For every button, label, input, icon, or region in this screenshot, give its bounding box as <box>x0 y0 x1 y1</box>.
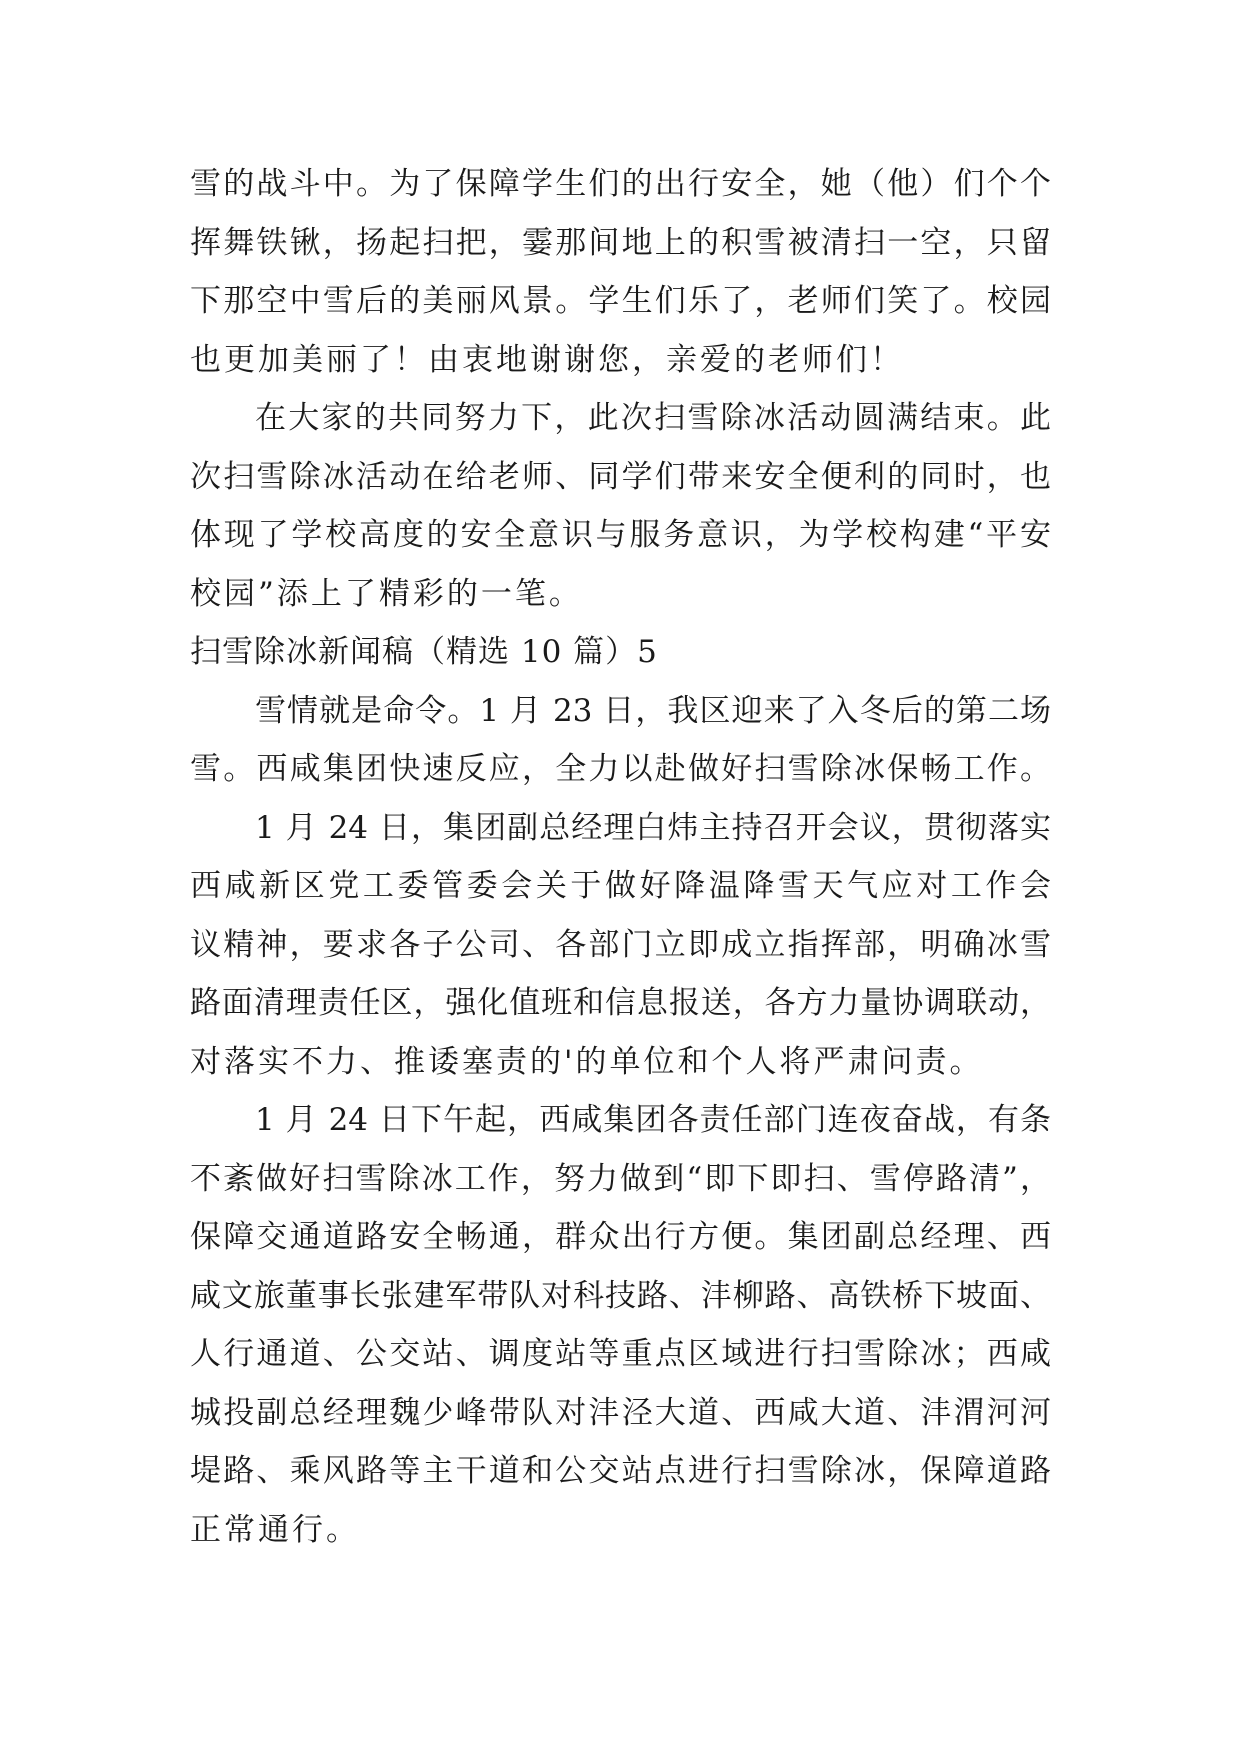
text-line: 挥舞铁锹，扬起扫把，霎那间地上的积雪被清扫一空，只留 <box>190 224 1051 261</box>
text-line: 议精神，要求各子公司、各部门立即成立指挥部，明确冰雪 <box>190 926 1051 963</box>
text-line: 1 月 24 日下午起，西咸集团各责任部门连夜奋战，有条 <box>255 1102 1051 1138</box>
document-body <box>190 155 1051 1559</box>
text-line: 雪情就是命令。1 月 23 日，我区迎来了入冬后的第二场 <box>255 692 1051 729</box>
text-line: 也更加美丽了！由衷地谢谢您，亲爱的老师们！ <box>190 341 904 378</box>
text-line: 体现了学校高度的安全意识与服务意识，为学校构建“平安 <box>190 517 1051 553</box>
section-heading: 扫雪除冰新闻稿（精选 10 篇）5 <box>190 634 658 670</box>
text-line: 不紊做好扫雪除冰工作，努力做到“即下即扫、雪停路清”， <box>190 1160 1051 1197</box>
text-line: 雪。西咸集团快速反应，全力以赴做好扫雪除冰保畅工作。 <box>190 751 1051 787</box>
text-line: 堤路、乘风路等主干道和公交站点进行扫雪除冰，保障道路 <box>190 1453 1051 1489</box>
text-line: 咸文旅董事长张建军带队对科技路、沣柳路、高铁桥下坡面、 <box>190 1277 1051 1314</box>
text-line: 保障交通道路安全畅通，群众出行方便。集团副总经理、西 <box>190 1219 1051 1255</box>
text-line: 下那空中雪后的美丽风景。学生们乐了，老师们笑了。校园 <box>190 283 1051 319</box>
text-line: 雪的战斗中。为了保障学生们的出行安全，她（他）们个个 <box>190 166 1051 202</box>
text-line: 在大家的共同努力下，此次扫雪除冰活动圆满结束。此 <box>255 400 1051 436</box>
text-line: 1 月 24 日，集团副总经理白炜主持召开会议，贯彻落实 <box>255 809 1051 846</box>
text-line: 正常通行。 <box>190 1511 360 1548</box>
text-line: 校园”添上了精彩的一笔。 <box>190 575 583 612</box>
text-line: 人行通道、公交站、调度站等重点区域进行扫雪除冰；西咸 <box>190 1336 1051 1372</box>
text-line: 次扫雪除冰活动在给老师、同学们带来安全便利的同时，也 <box>190 458 1051 495</box>
text-line: 路面清理责任区，强化值班和信息报送，各方力量协调联动， <box>190 985 1051 1021</box>
text-line: 西咸新区党工委管委会关于做好降温降雪天气应对工作会 <box>190 868 1051 904</box>
text-line: 城投副总经理魏少峰带队对沣泾大道、西咸大道、沣渭河河 <box>190 1394 1051 1431</box>
text-line: 对落实不力、推诿塞责的'的单位和个人将严肃问责。 <box>190 1043 984 1080</box>
